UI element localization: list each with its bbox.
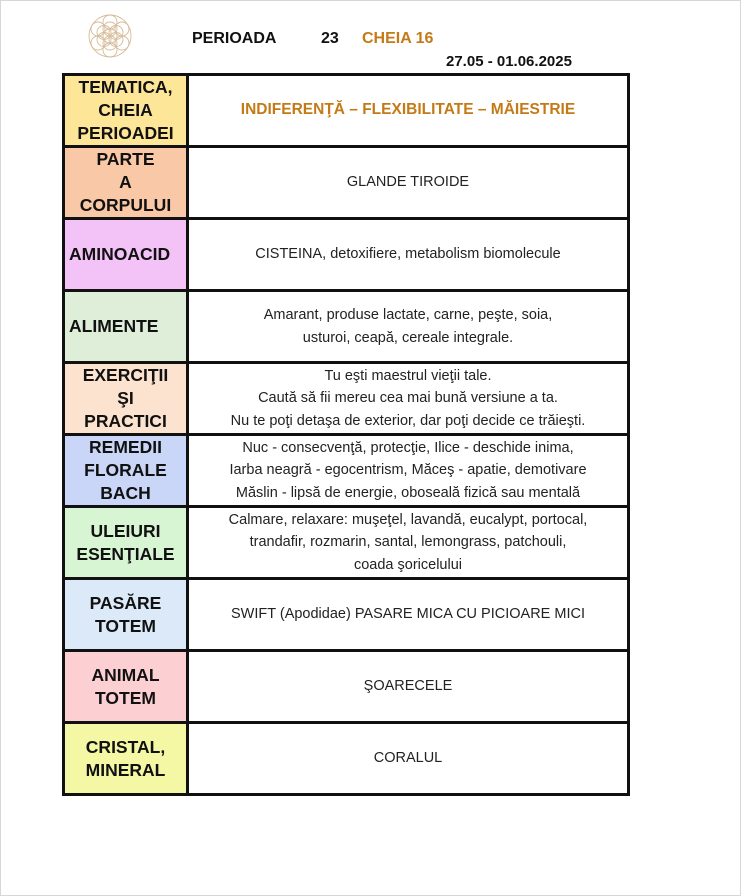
row-content-amino-acid: [188, 219, 629, 291]
row-content-line: CISTEINA, detoxifiere, metabolism biomolecule: [255, 246, 561, 263]
row-content-exercises: [188, 363, 629, 435]
row-label-essential-oils: [64, 507, 188, 579]
row-content-essential-oils: [188, 507, 629, 579]
row-content-foods: [188, 291, 629, 363]
row-content-line: Amarant, produse lactate, carne, peşte, soia,: [263, 307, 553, 323]
row-content-line: CORALUL: [373, 750, 443, 767]
row-content-line: Tu eşti maestrul vieţii tale.: [324, 367, 492, 384]
row-label-line: ULEIURI: [90, 520, 161, 541]
row-content-line: SWIFT (Apodidae) PASARE MICA CU PICIOARE MICI: [231, 606, 585, 623]
row-label-line: AMINOACID: [69, 244, 171, 264]
row-content-crystal-mineral: [188, 723, 629, 795]
row-label-totem-animal: [64, 651, 188, 723]
table-row-body-part: [64, 147, 629, 219]
key-label: CHEIA 16: [362, 30, 434, 47]
row-label-bach-remedies: [64, 435, 188, 507]
row-content-line: Iarba neagră - egocentrism, Măceş - apatie, demotivare: [229, 462, 587, 479]
row-label-line: PASĂRE: [89, 592, 162, 613]
row-label-line: ALIMENTE: [69, 316, 159, 336]
row-label-line: A: [119, 172, 132, 192]
row-label-theme: [64, 75, 188, 147]
row-content-line: Nuc - consecvenţă, protecţie, Ilice - deschide inima,: [242, 439, 574, 456]
table-row-theme: [64, 75, 629, 147]
row-content-theme: [188, 75, 629, 147]
row-content-line: coada şoricelului: [353, 556, 462, 573]
table-row-totem-animal: [64, 651, 629, 723]
row-content-line: Caută să fii mereu cea mai bună versiune a ta.: [258, 390, 558, 407]
row-label-line: PERIOADEI: [77, 123, 174, 143]
flower-of-life-logo: [87, 6, 133, 66]
row-content-line: Măslin - lipsă de energie, oboseală fizică sau mentală: [235, 484, 581, 501]
row-label-line: FLORALE: [84, 460, 167, 480]
table-row-totem-bird: [64, 579, 629, 651]
table-row-essential-oils: [64, 507, 629, 579]
row-label-line: REMEDII: [89, 437, 162, 457]
row-content-body-part: [188, 147, 629, 219]
row-content-line: usturoi, ceapă, cereale integrale.: [302, 329, 514, 346]
row-label-line: BACH: [100, 483, 151, 503]
period-label: PERIOADA: [192, 30, 277, 47]
row-label-line: EXERCIŢII: [82, 365, 169, 385]
row-label-line: ŞI: [117, 388, 134, 408]
row-content-totem-bird: [188, 579, 629, 651]
row-label-line: TEMATICA,: [78, 77, 173, 97]
row-label-line: TOTEM: [95, 615, 156, 636]
row-content-bach-remedies: [188, 435, 629, 507]
row-content-line: trandafir, rozmarin, santal, lemongrass, patchouli,: [249, 534, 567, 551]
row-label-line: TOTEM: [95, 687, 156, 708]
row-label-line: CRISTAL,: [85, 736, 166, 757]
row-content-line: Calmare, relaxare: muşeţel, lavandă, eucalypt, portocal,: [228, 511, 588, 528]
row-content-totem-animal: [188, 651, 629, 723]
table-row-amino-acid: [64, 219, 629, 291]
row-label-line: CORPULUI: [79, 195, 172, 215]
table-row-crystal-mineral: [64, 723, 629, 795]
row-label-line: PRACTICI: [84, 411, 167, 431]
period-number: 23: [321, 30, 339, 47]
row-content-line: GLANDE TIROIDE: [346, 174, 470, 191]
table-row-exercises: [64, 363, 629, 435]
row-label-line: ESENŢIALE: [76, 543, 175, 564]
row-content-line: INDIFERENŢĂ – FLEXIBILITATE – MĂIESTRIE: [240, 101, 576, 119]
row-label-line: ANIMAL: [91, 664, 160, 685]
table-row-foods: [64, 291, 629, 363]
row-label-line: CHEIA: [98, 100, 153, 120]
row-label-foods: [64, 291, 188, 363]
row-label-exercises: [64, 363, 188, 435]
row-content-line: Nu te poţi detaşa de exterior, dar poţi decide ce trăieşti.: [230, 412, 586, 429]
row-label-body-part: [64, 147, 188, 219]
row-label-amino-acid: [64, 219, 188, 291]
key-table: [62, 73, 630, 796]
table-row-bach-remedies: [64, 435, 629, 507]
row-content-line: ŞOARECELE: [363, 678, 453, 695]
row-label-crystal-mineral: [64, 723, 188, 795]
period-dates: 27.05 - 01.06.2025: [446, 53, 572, 70]
row-label-line: MINERAL: [85, 759, 166, 780]
row-label-line: PARTE: [96, 149, 155, 169]
row-label-totem-bird: [64, 579, 188, 651]
